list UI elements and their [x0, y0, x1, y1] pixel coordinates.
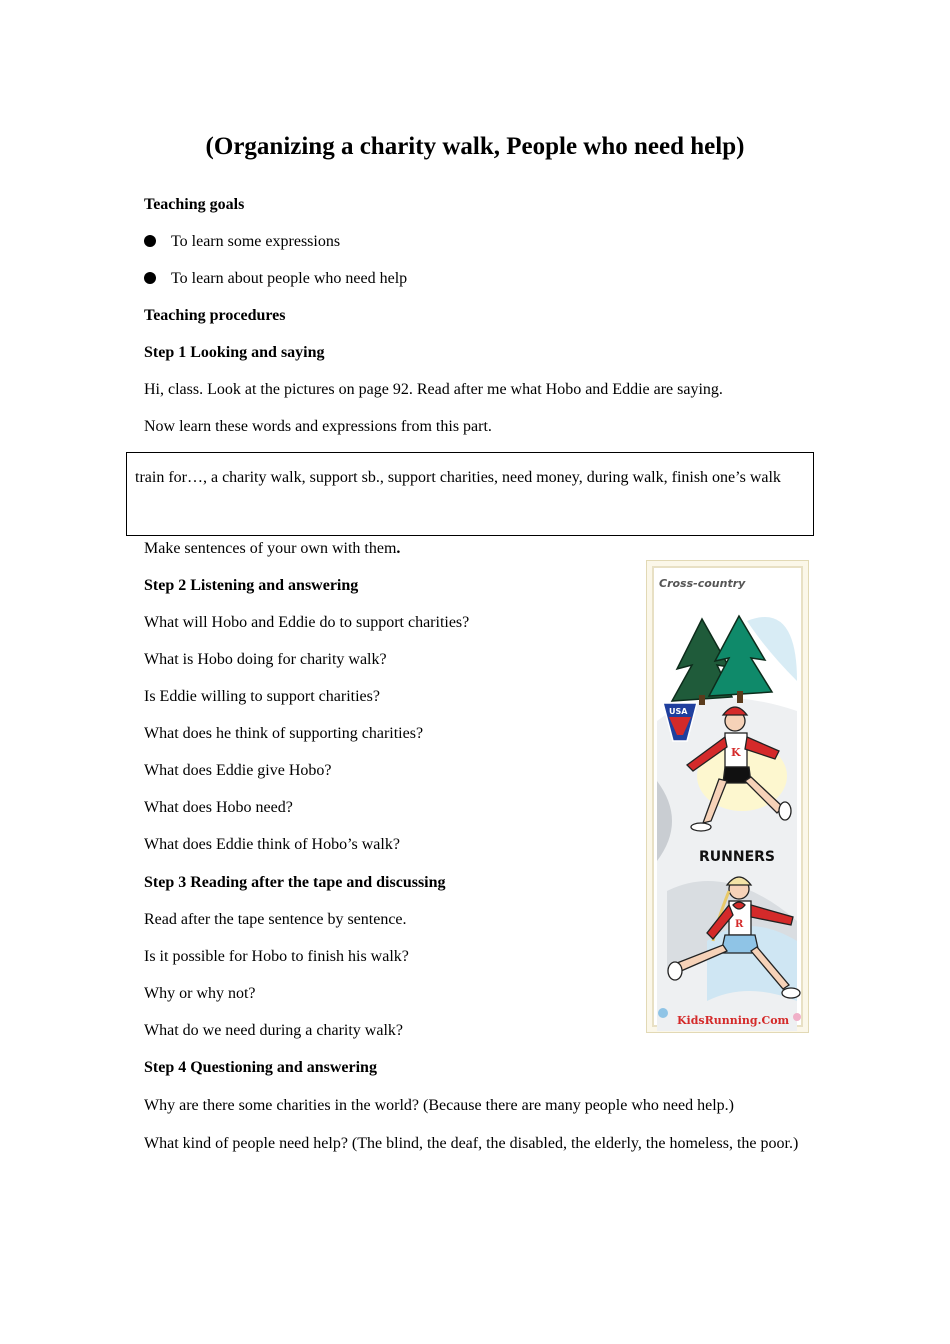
step4-line: What kind of people need help? (The blind, the deaf, the disabled, the elderly, the homeless, the poor.) [144, 1135, 799, 1152]
step2-question: What will Hobo and Eddie do to support charities? [144, 614, 470, 631]
goal-item: To learn some expressions [144, 233, 340, 251]
jersey-letter-2: R [735, 919, 744, 930]
step1-line: Hi, class. Look at the pictures on page 92. Read after me what Hobo and Eddie are saying. [144, 381, 723, 398]
step3-line: Why or why not? [144, 985, 256, 1002]
step3-heading: Step 3 Reading after the tape and discussing [144, 874, 446, 891]
procedures-heading: Teaching procedures [144, 307, 286, 324]
bullet-icon [144, 272, 156, 284]
step3-line: Read after the tape sentence by sentence. [144, 911, 407, 928]
runners-illustration [647, 561, 808, 1032]
poster-top-label: Cross-country [659, 577, 746, 590]
teaching-goals-heading: Teaching goals [144, 196, 245, 213]
step1-after-box: Make sentences of your own with them. [144, 540, 401, 557]
vocabulary-box: train for…, a charity walk, support sb., support charities, need money, during walk, finish one’s walk [126, 452, 814, 536]
goal-item: To learn about people who need help [144, 270, 407, 288]
step2-question: What does he think of supporting charities? [144, 725, 424, 742]
jersey-letter-1: K [731, 746, 741, 759]
cross-country-poster [646, 560, 809, 1033]
step3-line: What do we need during a charity walk? [144, 1022, 404, 1039]
step2-heading: Step 2 Listening and answering [144, 577, 359, 594]
step4-line: Why are there some charities in the world? (Because there are many people who need help.) [144, 1097, 734, 1114]
step1-line: Now learn these words and expressions from this part. [144, 418, 492, 435]
step3-line: Is it possible for Hobo to finish his walk? [144, 948, 409, 965]
step2-question: What does Eddie give Hobo? [144, 762, 332, 779]
step2-question: Is Eddie willing to support charities? [144, 688, 380, 705]
page-title: (Organizing a charity walk, People who need help) [205, 133, 745, 160]
runners-label: RUNNERS [699, 849, 776, 865]
bullet-icon [144, 235, 156, 247]
step1-heading: Step 1 Looking and saying [144, 344, 325, 361]
step2-question: What does Hobo need? [144, 799, 293, 816]
step2-question: What is Hobo doing for charity walk? [144, 651, 387, 668]
step2-question: What does Eddie think of Hobo’s walk? [144, 836, 400, 853]
badge-text: USA [669, 707, 688, 716]
step4-heading: Step 4 Questioning and answering [144, 1059, 377, 1076]
site-label: KidsRunning.Com [677, 1014, 790, 1027]
